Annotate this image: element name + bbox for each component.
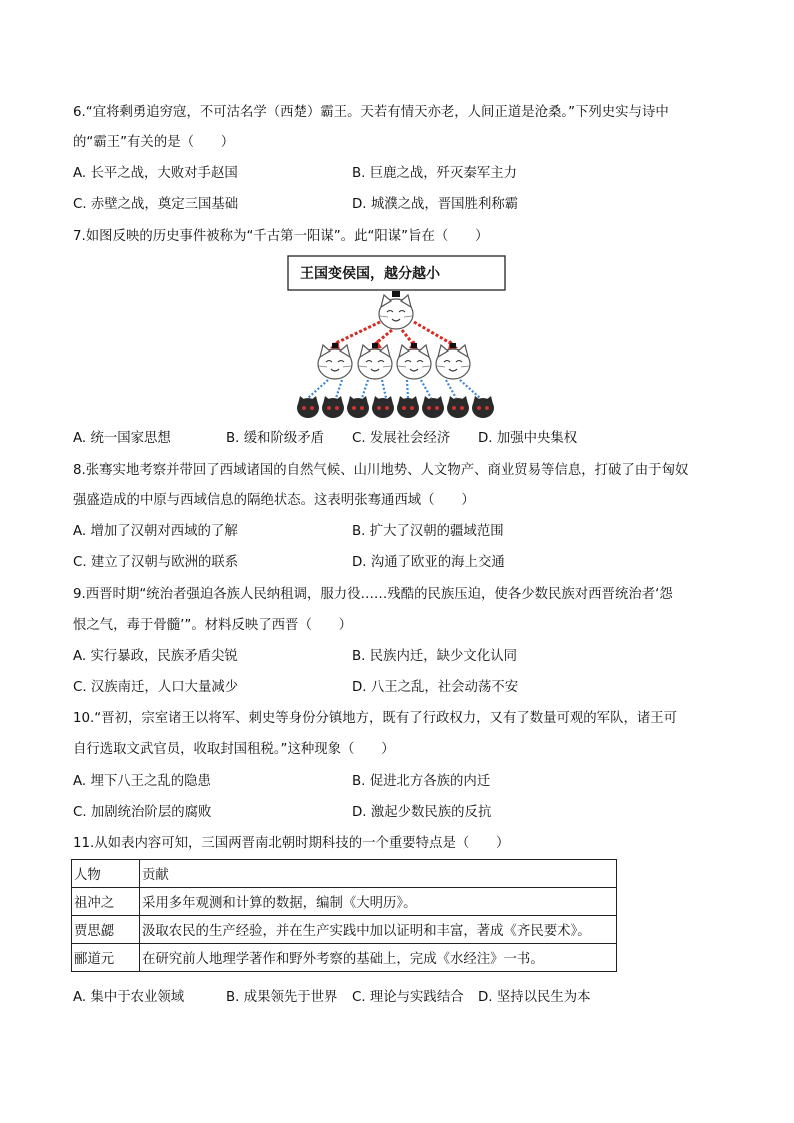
q11-option-d: D. 坚持以民生为本 (478, 990, 591, 1005)
q10-option-a: A. 埋下八王之乱的隐患 (73, 774, 211, 789)
q11-option-b: B. 成果领先于世界 (226, 990, 338, 1005)
table-cell-contribution: 采用多年观测和计算的数据，编制《大明历》。 (140, 888, 617, 916)
q10-option-b: B. 促进北方各族的内迁 (352, 774, 491, 789)
q6-stem-line2: 的“霸王”有关的是（ ） (73, 135, 235, 150)
q6-stem-line1: 6.“宜将剩勇追穷寇，不可沽名学（西楚）霸王。天若有情天亦老，人间正道是沧桑。”下列史实与诗中 (73, 105, 669, 120)
q9-option-d: D. 八王之乱，社会动荡不安 (352, 680, 519, 695)
q6-option-d: D. 城濮之战，晋国胜利称霸 (352, 197, 519, 212)
figure-caption: 王国变侯国，越分越小 (300, 266, 440, 282)
q9-stem-line1: 9.西晋时期“统治者强迫各族人民纳租调，服力役……残酷的民族压迫，使各少数民族对西晋统治者‘怨 (73, 587, 673, 602)
q6-option-c: C. 赤壁之战，奠定三国基础 (73, 197, 239, 212)
q10-stem-line2: 自行选取文武官员，收取封国租税。”这种现象（ ） (73, 742, 395, 757)
q7-option-c: C. 发展社会经济 (352, 431, 451, 446)
q8-option-a: A. 增加了汉朝对西域的了解 (73, 524, 238, 539)
q11-option-a: A. 集中于农业领域 (73, 990, 185, 1005)
q9-option-a: A. 实行暴政，民族矛盾尖锐 (73, 649, 238, 664)
q6-option-b: B. 巨鹿之战，歼灭秦军主力 (352, 166, 517, 181)
table-cell-person: 贾思勰 (72, 916, 140, 944)
q9-stem-line2: 恨之气，毒于骨髓’”。材料反映了西晋（ ） (73, 618, 353, 633)
table-cell-contribution: 汲取农民的生产经验，并在生产实践中加以证明和丰富，著成《齐民要术》。 (140, 916, 617, 944)
table-header-contribution: 贡献 (140, 860, 617, 888)
q8-option-d: D. 沟通了欧亚的海上交通 (352, 555, 505, 570)
table-cell-person: 祖冲之 (72, 888, 140, 916)
q7-option-a: A. 统一国家思想 (73, 431, 171, 446)
q8-option-c: C. 建立了汉朝与欧洲的联系 (73, 555, 239, 570)
q10-stem-line1: 10.“晋初，宗室诸王以将军、刺史等身份分镇地方，既有了行政权力，又有了数量可观的军队，诸王可 (73, 711, 678, 726)
table-cell-person: 郦道元 (72, 944, 140, 972)
table-row (72, 944, 617, 972)
q9-option-c: C. 汉族南迁，人口大量减少 (73, 680, 239, 695)
q7-option-b: B. 缓和阶级矛盾 (226, 431, 325, 446)
table-row (72, 916, 617, 944)
q8-stem-line2: 强盛造成的中原与西域信息的隔绝状态。这表明张骞通西域（ ） (73, 493, 475, 508)
q11-stem: 11.从如表内容可知，三国两晋南北朝时期科技的一个重要特点是（ ） (73, 836, 510, 851)
q10-option-d: D. 激起少数民族的反抗 (352, 805, 492, 820)
q11-table (71, 859, 617, 972)
q8-stem-line1: 8.张骞实地考察并带回了西域诸国的自然气候、山川地势、人文物产、商业贸易等信息，打破了由于匈奴 (73, 463, 689, 478)
q7-feudal-division-figure (0, 0, 794, 430)
q8-option-b: B. 扩大了汉朝的疆域范围 (352, 524, 504, 539)
q11-option-c: C. 理论与实践结合 (352, 990, 464, 1005)
q7-stem: 7.如图反映的历史事件被称为“千古第一阳谋”。此“阳谋”旨在（ ） (73, 229, 489, 244)
q6-option-a: A. 长平之战，大败对手赵国 (73, 166, 238, 181)
table-header-person: 人物 (72, 860, 140, 888)
table-header-row (72, 860, 617, 888)
table-row (72, 888, 617, 916)
q7-option-d: D. 加强中央集权 (478, 431, 578, 446)
q9-option-b: B. 民族内迁，缺少文化认同 (352, 649, 517, 664)
table-cell-contribution: 在研究前人地理学著作和野外考察的基础上，完成《水经注》一书。 (140, 944, 617, 972)
q10-option-c: C. 加剧统治阶层的腐败 (73, 805, 212, 820)
